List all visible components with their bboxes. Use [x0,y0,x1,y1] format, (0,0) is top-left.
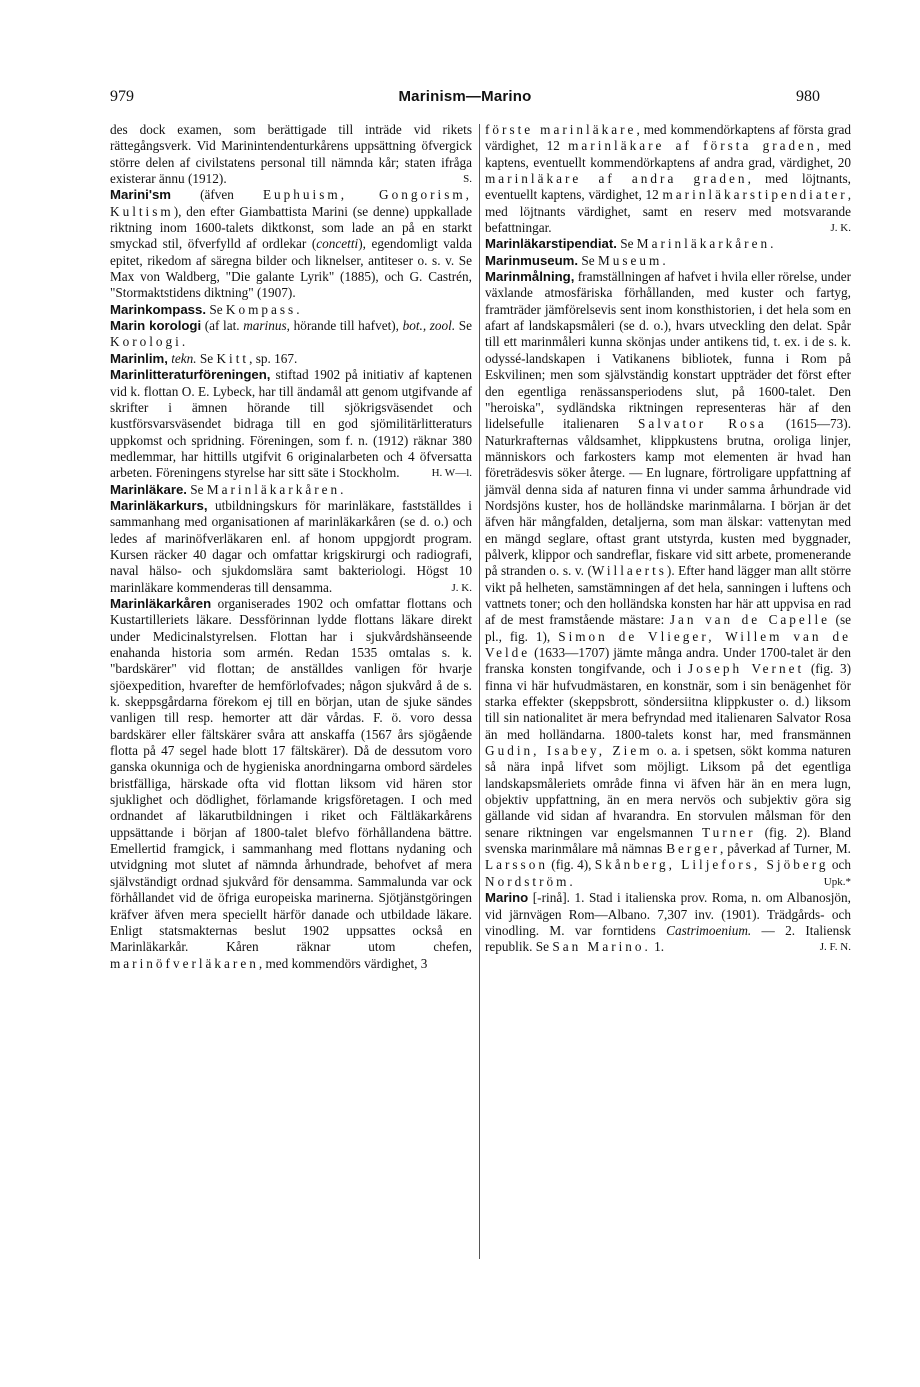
left-column [110,122,472,972]
entry-headword: Marini'sm [110,187,172,203]
entry-marinlakarkurs: Marinläkarkurs, utbildningskurs för marinläkare, fastställdes i sammanhang med organisationen af marinläkarkåren (se d. o.) och ledes af marinöfverläkaren enl. af honom uppgjordt program. Kursen räcker 40 dagar och omfattar krigskirurgi och radiografi, naval hälso- och sjukdomslära samt bakteriologi. Högst 10 marinläkare kommenderas till densamma. J. K. [110,497,472,595]
entry-marino: Marino [-rinå]. 1. Stad i italienska prov. Roma, n. om Albanosjön, vid järnvägen Rom—Albano. 7,307 inv. (1901). Trädgårds- och vinodling. M. var forntidens Castrimoenium. — 2. Italiensk republik. Se San Marino. 1. J. F. N. [485,890,852,955]
entry-marinlim: Marinlim, tekn. Se Kitt, sp. 167. [110,350,298,366]
entry-marinmuseum: Marinmuseum. Se Museum. [485,252,669,268]
entry-headword: Marinmålning, [485,269,575,285]
entry-headword: Marinläkare. [110,481,187,497]
signature: J. K. [451,581,472,594]
cross-reference: Museum. [597,252,669,268]
entry-marinlakarstipendiat: Marinläkarstipendiat. Se Marinläkarkåren. [485,236,777,252]
entry-headword: Marinläkarkåren [110,595,212,611]
signature: J. F. N. [819,941,851,954]
entry-headword: Marinkompass. [110,301,207,317]
entry-headword: Marin korologi [110,318,202,334]
entry-headword: Marinlim, [110,350,168,366]
page-number-right: 980 [796,88,820,105]
entry-marinism: Marini'sm (äfven Euphuism, Gongorism, Kultism), den efter Giambattista Marini (se denne) uppkallade riktning inom 1600-talets diktkonst, som lade an på en starkt smyckad stil, öfverfylld af ordlekar (concetti), egendomligt valda epitet, rikedom af säregna bilder och liknelser, antiteser o. s. v. Se Max von Waldberg, "Die galante Lyrik" (1885), och G. Castrén, "Stormaktstidens diktning" (1907). [110,187,472,301]
cross-reference: Marinläkarkåren. [636,236,777,252]
page-number-left: 979 [110,88,134,105]
cross-reference: Korologi. [110,334,189,350]
entry-marinlitteraturforeningen: Marinlitteraturföreningen, stiftad 1902 på initiativ af kaptenen vid k. flottan O. E. Lybeck, har till ändamål att genom utgifvande af skrifter i ämnen hörande till sjökrigsväsendet och kustförsvarsväsendet bidraga till en god sjömilitärlitteraturs uppkomst och spridning. Föreningen, som f. n. (1912) räknar 380 medlemmar, har hittills utgifvit 6 originalarbeten och 4 öfversatta arbeten. Föreningens styrelse har sitt säte i Stockholm. H. W—l. [110,367,472,481]
signature: H. W—l. [431,467,472,480]
continued-paragraph: des dock examen, som berättigade till inträde vid rikets rättegångsverk. Vid Marinintendenturkårens uppsättning öfvergick större delen af civilstatens personal till nämnda kår; staten ifråga existerar ännu (1912). S. [110,122,472,187]
entry-headword: Marinlitteraturföreningen, [110,367,271,383]
cross-reference: Kitt [216,350,250,366]
entry-headword: Marino [485,890,529,906]
signature: S. [463,173,472,186]
page-header [110,88,820,112]
column-divider [479,124,480,1259]
cross-reference: San Marino. [552,939,651,955]
cross-reference: Marinläkarkåren. [206,481,347,497]
continued-paragraph: förste marinläkare, med kommendörkaptens af första grad värdighet, 12 marinläkare af första graden, med kaptens, eventuellt kommendörkaptens af andra grad, värdighet, 20 marinläkare af andra graden, med löjtnants, eventuellt kaptens, värdighet, 12 marinläkarstipendiater, med löjtnants värdighet, samt en reserv med motsvarande befattningar. J. K. [485,122,852,236]
entry-marinlakarkaren: Marinläkarkåren organiserades 1902 och omfattar flottans och Kustartilleriets läkare. Dessförinnan lydde flottans läkare direkt under Medicinalstyrelsen. Flottan har i sjukvårdshänseende enahanda historia som armén. Redan 1535 omtalas s. k. "bardskärer" vid flottan; de anställdes vanligen för hvarje sjöexpedition, hvarefter de hemförlofvades; någon sjukvård å de s. k. skeppsgårdarna förekom ej till en början, utan de sjuke sändes vanligen till resp. hemorter att där vårdas. F. ö. voro dessa bardskärer eller fältskärer svåra att anskaffa (1567 års sjögående flotta på 47 segel hade blott 17 fältskärer). Då de dessutom voro ganska okunniga och de hygieniska anordningarna ombord särdeles bristfälliga, härskade ofta vid flottan liksom vid hären stor sjuklighet och dödlighet, förlamande krigsföretagen. I och med ordnandet af läkarutbildningen i riket och Fältläkarkårens uppsättande i början af 1800-talet blefvo förhållandena bättre. Emellertid framgick, i sammanhang med flottans nydaning och utvidgning mot slutet af nämnda århundrade, behofvet af mera självständigt ordnad sjukvård för densamma. Sammalunda var ock förhållandet vid de öfriga europeiska marinerna. Sjötjänstgöringen kräfver äfven mera speciellt härför danade och utbildade läkare. Enligt statsmakternas beslut 1902 uppsattes också en Marinläkarkår. Kåren räknar utom chefen, marinöfverläkaren, med kommendörs värdighet, 3 [110,595,472,971]
entry-marinkompass: Marinkompass. Se Kompass. [110,301,303,317]
entry-headword: Marinläkarstipendiat. [485,236,617,252]
entry-marinmalning: Marinmålning, framställningen af hafvet i hvila eller rörelse, under växlande atmosfäriska förhållanden, med kuster och fartyg, framträder jämförelsevis sent inom konsthistorien, i det hela som en afart af landskapsmåleri (se d. o.), hvars utveckling den delat. Spår till ett marinmåleri kunna skönjas under antikens tid, t. ex. i de s. k. odyssé-landskapen i Vatikanens bibliotek, funna i Rom på Eskvilinen; men som självständig konstart uppträder det först efter den egentliga renässansperiodens slut, på 1600-talet. Den "heroiska", sydländska riktningen representeras här af den lidelsefulle italienaren Salvator Rosa (1615—73). Naturkrafternas våldsamhet, klippkustens brutna, oroliga linjer, människors och farkosters kamp mot elementen är hvad han företrädesvis söker återge. — En lugnare, förtroligare uppfattning af jämväl denna sida af naturen finna vi under samma århundrade vid Nordsjöns kuster, hos de holländske marinmålarna. I början är det äfven här mångfalden, detaljerna, som man älskar: vattenytan med en mängd seglare, oftast grant utstyrda, kusten med byggnader, pålverk, klippor och sandreflar, fiskare vid sitt arbete, promenerande på stranden o. s. v. (Willaerts). Efter hand lägger man allt större vikt på helheten, samstämningen af det hela, sanningen i luftens och vattnets toner; och den holländska konsten har här att uppvisa en rad af de mest framstående mästare: Jan van de Capelle (se pl., fig. 1), Simon de Vlieger, Willem van de Velde (1633—1707) jämte många andra. Under 1700-talet är den franska konsten tongifvande, och i Joseph Vernet (fig. 3) finna vi här hufvudmästaren, en konstnär, som i sin benägenhet för starka effekter (skeppsbrott, söndersiitna klippkuster o. d.) liksom till sin nationalitet är mera befryndad med italienaren Salvator Rosa än med holländarna. 1800-talets konst har, med fransmännen Gudin, Isabey, Ziem o. a. i spetsen, sökt komma naturen så nära inpå lifvet som möjligt. Liksom på det egentliga landskapsmåleriets område finna vi äfven här än en mera lugn, objektiv uppfattning, än en mera nervös och subjektiv göra sig gällande vid sidan af hvarandra. En storvulen målsman för den senare riktningen var engelsmannen Turner (fig. 2). Bland svenska marinmålare må nämnas Berger, påverkad af Turner, M. Larsson (fig. 4), Skånberg, Liljefors, Sjöberg och Nordström. Upk.* [485,269,852,889]
entry-headword: Marinmuseum. [485,252,579,268]
cross-reference: Kompass. [225,301,303,317]
signature: Upk.* [823,875,851,888]
entry-marinlakare: Marinläkare. Se Marinläkarkåren. [110,481,347,497]
entry-marin-korologi: Marin korologi (af lat. marinus, hörande till hafvet), bot., zool. Se Korologi. [110,318,473,350]
entry-headword: Marinläkarkurs, [110,497,208,513]
right-column [485,122,851,956]
signature: J. K. [830,222,851,235]
running-title: Marinism—Marino [398,88,532,105]
